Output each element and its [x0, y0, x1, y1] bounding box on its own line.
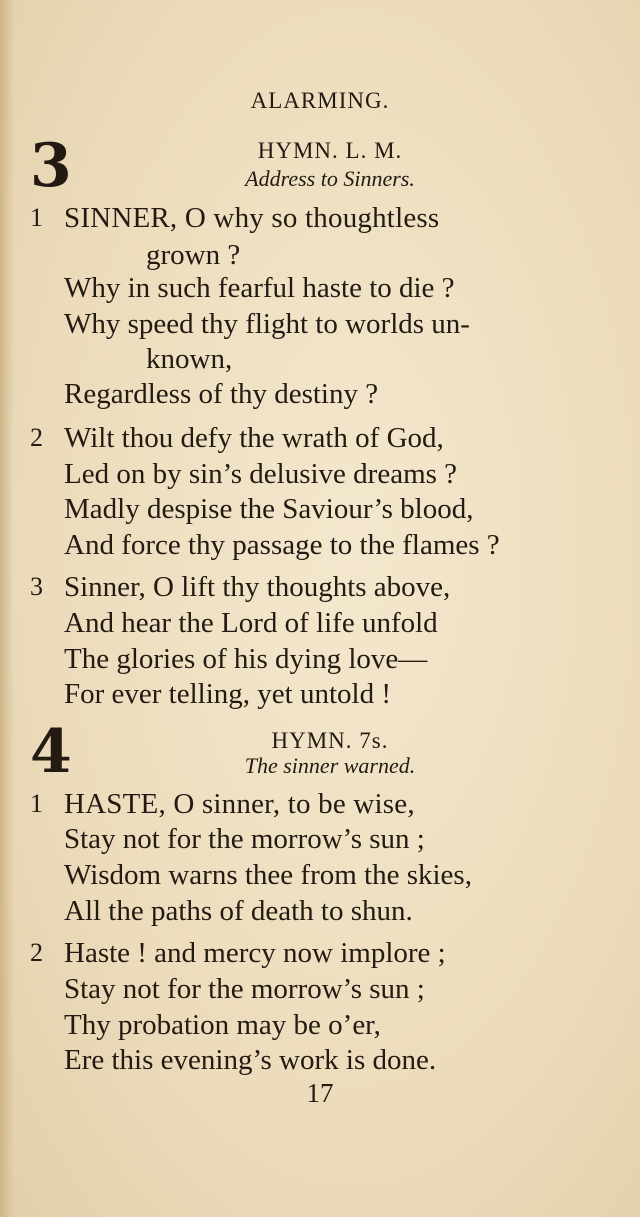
hymn-meter: HYMN. 7s.: [271, 728, 389, 753]
hymn-subtitle: Address to Sinners.: [245, 166, 415, 191]
verse-line: Sinner, O lift thy thoughts above,: [64, 571, 451, 603]
verse-line: Stay not for the morrow’s sun ;: [64, 823, 425, 855]
verse-line: All the paths of death to shun.: [64, 895, 413, 927]
verse-line: The glories of his dying love—: [64, 643, 428, 675]
verse-line: And force thy passage to the flames ?: [64, 529, 500, 561]
verse-line: Why in such fearful haste to die ?: [64, 272, 455, 304]
verse-line: Why speed thy flight to worlds un-: [64, 308, 470, 340]
verse-line: Regardless of thy destiny ?: [64, 378, 379, 410]
verse-line: SINNER, O why so thoughtless: [64, 202, 440, 234]
verse-line: known,: [146, 343, 233, 375]
verse-line: Stay not for the morrow’s sun ;: [64, 973, 425, 1005]
verse-line: For ever telling, yet untold !: [64, 678, 391, 710]
verse-number: 3: [30, 572, 43, 601]
verse-line: Madly despise the Saviour’s blood,: [64, 493, 474, 525]
verse-number: 2: [30, 938, 43, 967]
verse-line: Wilt thou defy the wrath of God,: [64, 422, 444, 454]
verse-line: Thy probation may be o’er,: [64, 1009, 381, 1041]
verse-number: 1: [30, 789, 43, 818]
verse-line: Ere this evening’s work is done.: [64, 1044, 437, 1076]
verse-number: 1: [30, 203, 43, 232]
verse-line: HASTE, O sinner, to be wise,: [64, 788, 415, 820]
running-head: ALARMING.: [250, 88, 390, 113]
verse-number: 2: [30, 423, 43, 452]
hymn-subtitle: The sinner warned.: [244, 753, 416, 778]
verse-line: Wisdom warns thee from the skies,: [64, 859, 472, 891]
page-number: 17: [306, 1078, 334, 1108]
verse-line: grown ?: [146, 239, 241, 271]
hymn-meter: HYMN. L. M.: [257, 138, 403, 163]
hymn-number: 4: [30, 717, 72, 787]
hymn-number: 3: [30, 131, 72, 201]
verse-line: Haste ! and mercy now implore ;: [64, 937, 446, 969]
verse-line: Led on by sin’s delusive dreams ?: [64, 458, 458, 490]
verse-line: And hear the Lord of life unfold: [64, 607, 438, 639]
